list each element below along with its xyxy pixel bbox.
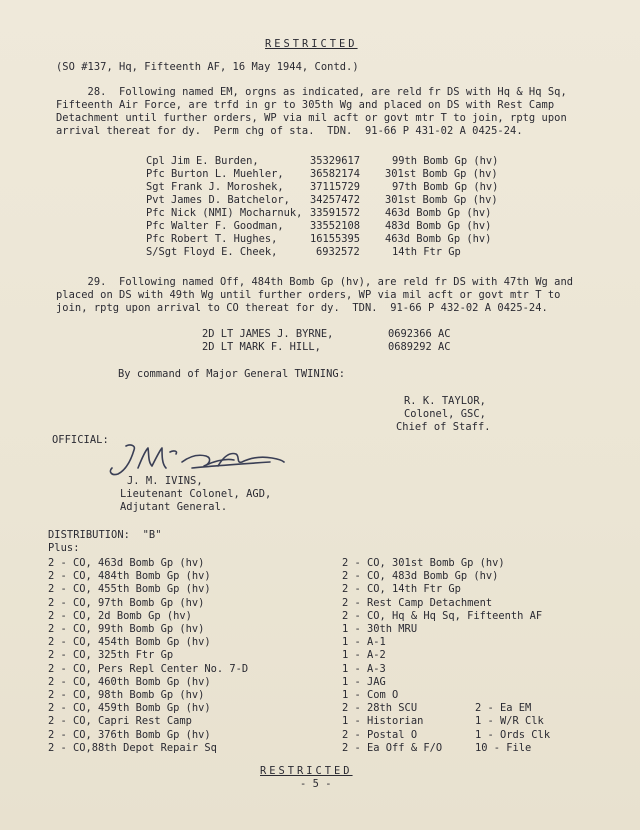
distribution-heading: DISTRIBUTION: "B" bbox=[48, 529, 162, 541]
distribution-item-left: 2 - CO, 97th Bomb Gp (hv) bbox=[48, 596, 205, 609]
distribution-item-right: 1 - A-3 bbox=[342, 662, 386, 675]
distribution-item-right: 2 - CO, 301st Bomb Gp (hv) bbox=[342, 557, 505, 569]
officer-serial: 0692366 AC bbox=[388, 328, 451, 340]
personnel-unit: 301st Bomb Gp (hv) bbox=[385, 168, 498, 180]
official-label: OFFICIAL: bbox=[52, 434, 109, 446]
order-citation: (SO #137, Hq, Fifteenth AF, 16 May 1944, Contd.) bbox=[56, 61, 359, 73]
personnel-serial: 16155395 bbox=[310, 233, 361, 245]
distribution-item-left: 2 - CO, 2d Bomb Gp (hv) bbox=[48, 609, 192, 622]
para29-line: join, rptg upon arrival to CO thereat for dy. TDN. 91-66 P 432-02 A 0425-24. bbox=[56, 302, 548, 314]
distribution-item-left: 2 - CO, 454th Bomb Gp (hv) bbox=[48, 636, 211, 649]
para28-line: 28. Following named EM, orgns as indicated, are reld fr DS with Hq & Hq Sq, bbox=[56, 86, 567, 98]
personnel-name: Pfc Walter F. Goodman, bbox=[146, 220, 284, 232]
distribution-item-left: 2 - CO, 376th Bomb Gp (hv) bbox=[48, 728, 211, 741]
para29-line: placed on DS with 49th Wg until further orders, WP via mil acft or govt mtr T to bbox=[56, 289, 561, 301]
personnel-serial: 6932572 bbox=[316, 246, 360, 258]
distribution-plus: Plus: bbox=[48, 542, 80, 554]
distribution-item-left: 2 - CO, Capri Rest Camp bbox=[48, 715, 192, 728]
officer-name: 2D LT MARK F. HILL, bbox=[202, 341, 321, 353]
distribution-item-right: 2 - CO, 483d Bomb Gp (hv) bbox=[342, 570, 499, 583]
personnel-unit: 463d Bomb Gp (hv) bbox=[385, 233, 492, 245]
personnel-name: Cpl Jim E. Burden, bbox=[146, 155, 259, 167]
distribution-item-extra: 10 - File bbox=[475, 741, 532, 754]
distribution-item-right: 2 - Ea Off & F/O bbox=[342, 741, 443, 754]
distribution-item-right: 2 - Rest Camp Detachment bbox=[342, 596, 493, 609]
personnel-unit: 463d Bomb Gp (hv) bbox=[385, 207, 492, 219]
chief-title: Chief of Staff. bbox=[396, 421, 491, 433]
distribution-item-extra: 1 - Ords Clk bbox=[475, 728, 551, 741]
distribution-item-extra: 1 - W/R Clk bbox=[475, 715, 544, 728]
personnel-serial: 37115729 bbox=[310, 181, 361, 193]
distribution-item-left: 2 - CO, 459th Bomb Gp (hv) bbox=[48, 702, 211, 715]
distribution-item-right: 1 - Historian bbox=[342, 715, 424, 728]
distribution-item-right: 2 - Postal O bbox=[342, 728, 418, 741]
personnel-name: Pvt James D. Batchelor, bbox=[146, 194, 290, 206]
chief-name: R. K. TAYLOR, bbox=[404, 395, 486, 407]
distribution-item-right: 1 - JAG bbox=[342, 675, 386, 688]
adjutant-rank: Lieutenant Colonel, AGD, bbox=[120, 488, 272, 500]
personnel-name: Pfc Nick (NMI) Mocharnuk, bbox=[146, 207, 303, 219]
command-line: By command of Major General TWINING: bbox=[118, 368, 346, 380]
officer-name: 2D LT JAMES J. BYRNE, bbox=[202, 328, 334, 340]
personnel-unit: 14th Ftr Gp bbox=[392, 246, 461, 258]
distribution-item-left: 2 - CO, 484th Bomb Gp (hv) bbox=[48, 570, 211, 583]
distribution-item-left: 2 - CO, Pers Repl Center No. 7-D bbox=[48, 662, 249, 675]
distribution-item-right: 1 - A-2 bbox=[342, 649, 386, 662]
distribution-item-right: 2 - CO, Hq & Hq Sq, Fifteenth AF bbox=[342, 609, 543, 622]
distribution-item-left: 2 - CO, 98th Bomb Gp (hv) bbox=[48, 689, 205, 701]
distribution-item-left: 2 - CO, 463d Bomb Gp (hv) bbox=[48, 557, 205, 569]
personnel-serial: 36582174 bbox=[310, 168, 361, 180]
para28-line: Detachment until further orders, WP via mil acft or govt mtr T to join, rptg upon bbox=[56, 112, 567, 124]
adjutant-name: J. M. IVINS, bbox=[127, 475, 203, 487]
adjutant-title: Adjutant General. bbox=[120, 501, 228, 513]
personnel-name: Pfc Burton L. Muehler, bbox=[146, 168, 284, 180]
distribution-item-right: 2 - 28th SCU bbox=[342, 702, 418, 715]
personnel-serial: 33591572 bbox=[310, 207, 361, 219]
personnel-serial: 35329617 bbox=[310, 155, 361, 167]
personnel-name: Sgt Frank J. Moroshek, bbox=[146, 181, 284, 193]
personnel-unit: 97th Bomb Gp (hv) bbox=[392, 181, 499, 193]
distribution-item-right: 1 - 30th MRU bbox=[342, 623, 418, 635]
officer-serial: 0689292 AC bbox=[388, 341, 451, 353]
personnel-unit: 483d Bomb Gp (hv) bbox=[385, 220, 492, 232]
distribution-item-left: 2 - CO,88th Depot Repair Sq bbox=[48, 741, 217, 754]
personnel-unit: 99th Bomb Gp (hv) bbox=[392, 155, 499, 167]
distribution-item-left: 2 - CO, 455th Bomb Gp (hv) bbox=[48, 583, 211, 596]
distribution-item-left: 2 - CO, 99th Bomb Gp (hv) bbox=[48, 623, 205, 635]
personnel-serial: 34257472 bbox=[310, 194, 361, 206]
personnel-name: Pfc Robert T. Hughes, bbox=[146, 233, 278, 245]
para29-line: 29. Following named Off, 484th Bomb Gp (hv), are reld fr DS with 47th Wg and bbox=[56, 276, 574, 288]
distribution-item-left: 2 - CO, 325th Ftr Gp bbox=[48, 649, 174, 662]
classification-footer: RESTRICTED bbox=[260, 765, 353, 777]
distribution-item-left: 2 - CO, 460th Bomb Gp (hv) bbox=[48, 675, 211, 688]
classification-header: RESTRICTED bbox=[265, 38, 358, 50]
distribution-item-right: 1 - Com O bbox=[342, 689, 399, 701]
distribution-item-extra: 2 - Ea EM bbox=[475, 702, 532, 715]
page-number: - 5 - bbox=[300, 778, 332, 790]
chief-rank: Colonel, GSC, bbox=[404, 408, 486, 420]
distribution-item-right: 1 - A-1 bbox=[342, 636, 386, 649]
personnel-name: S/Sgt Floyd E. Cheek, bbox=[146, 246, 278, 258]
para28-line: arrival thereat for dy. Perm chg of sta. TDN. 91-66 P 431-02 A 0425-24. bbox=[56, 125, 523, 137]
para28-line: Fifteenth Air Force, are trfd in gr to 305th Wg and placed on DS with Rest Camp bbox=[56, 99, 555, 111]
distribution-item-right: 2 - CO, 14th Ftr Gp bbox=[342, 583, 461, 596]
personnel-serial: 33552108 bbox=[310, 220, 361, 232]
personnel-unit: 301st Bomb Gp (hv) bbox=[385, 194, 498, 206]
